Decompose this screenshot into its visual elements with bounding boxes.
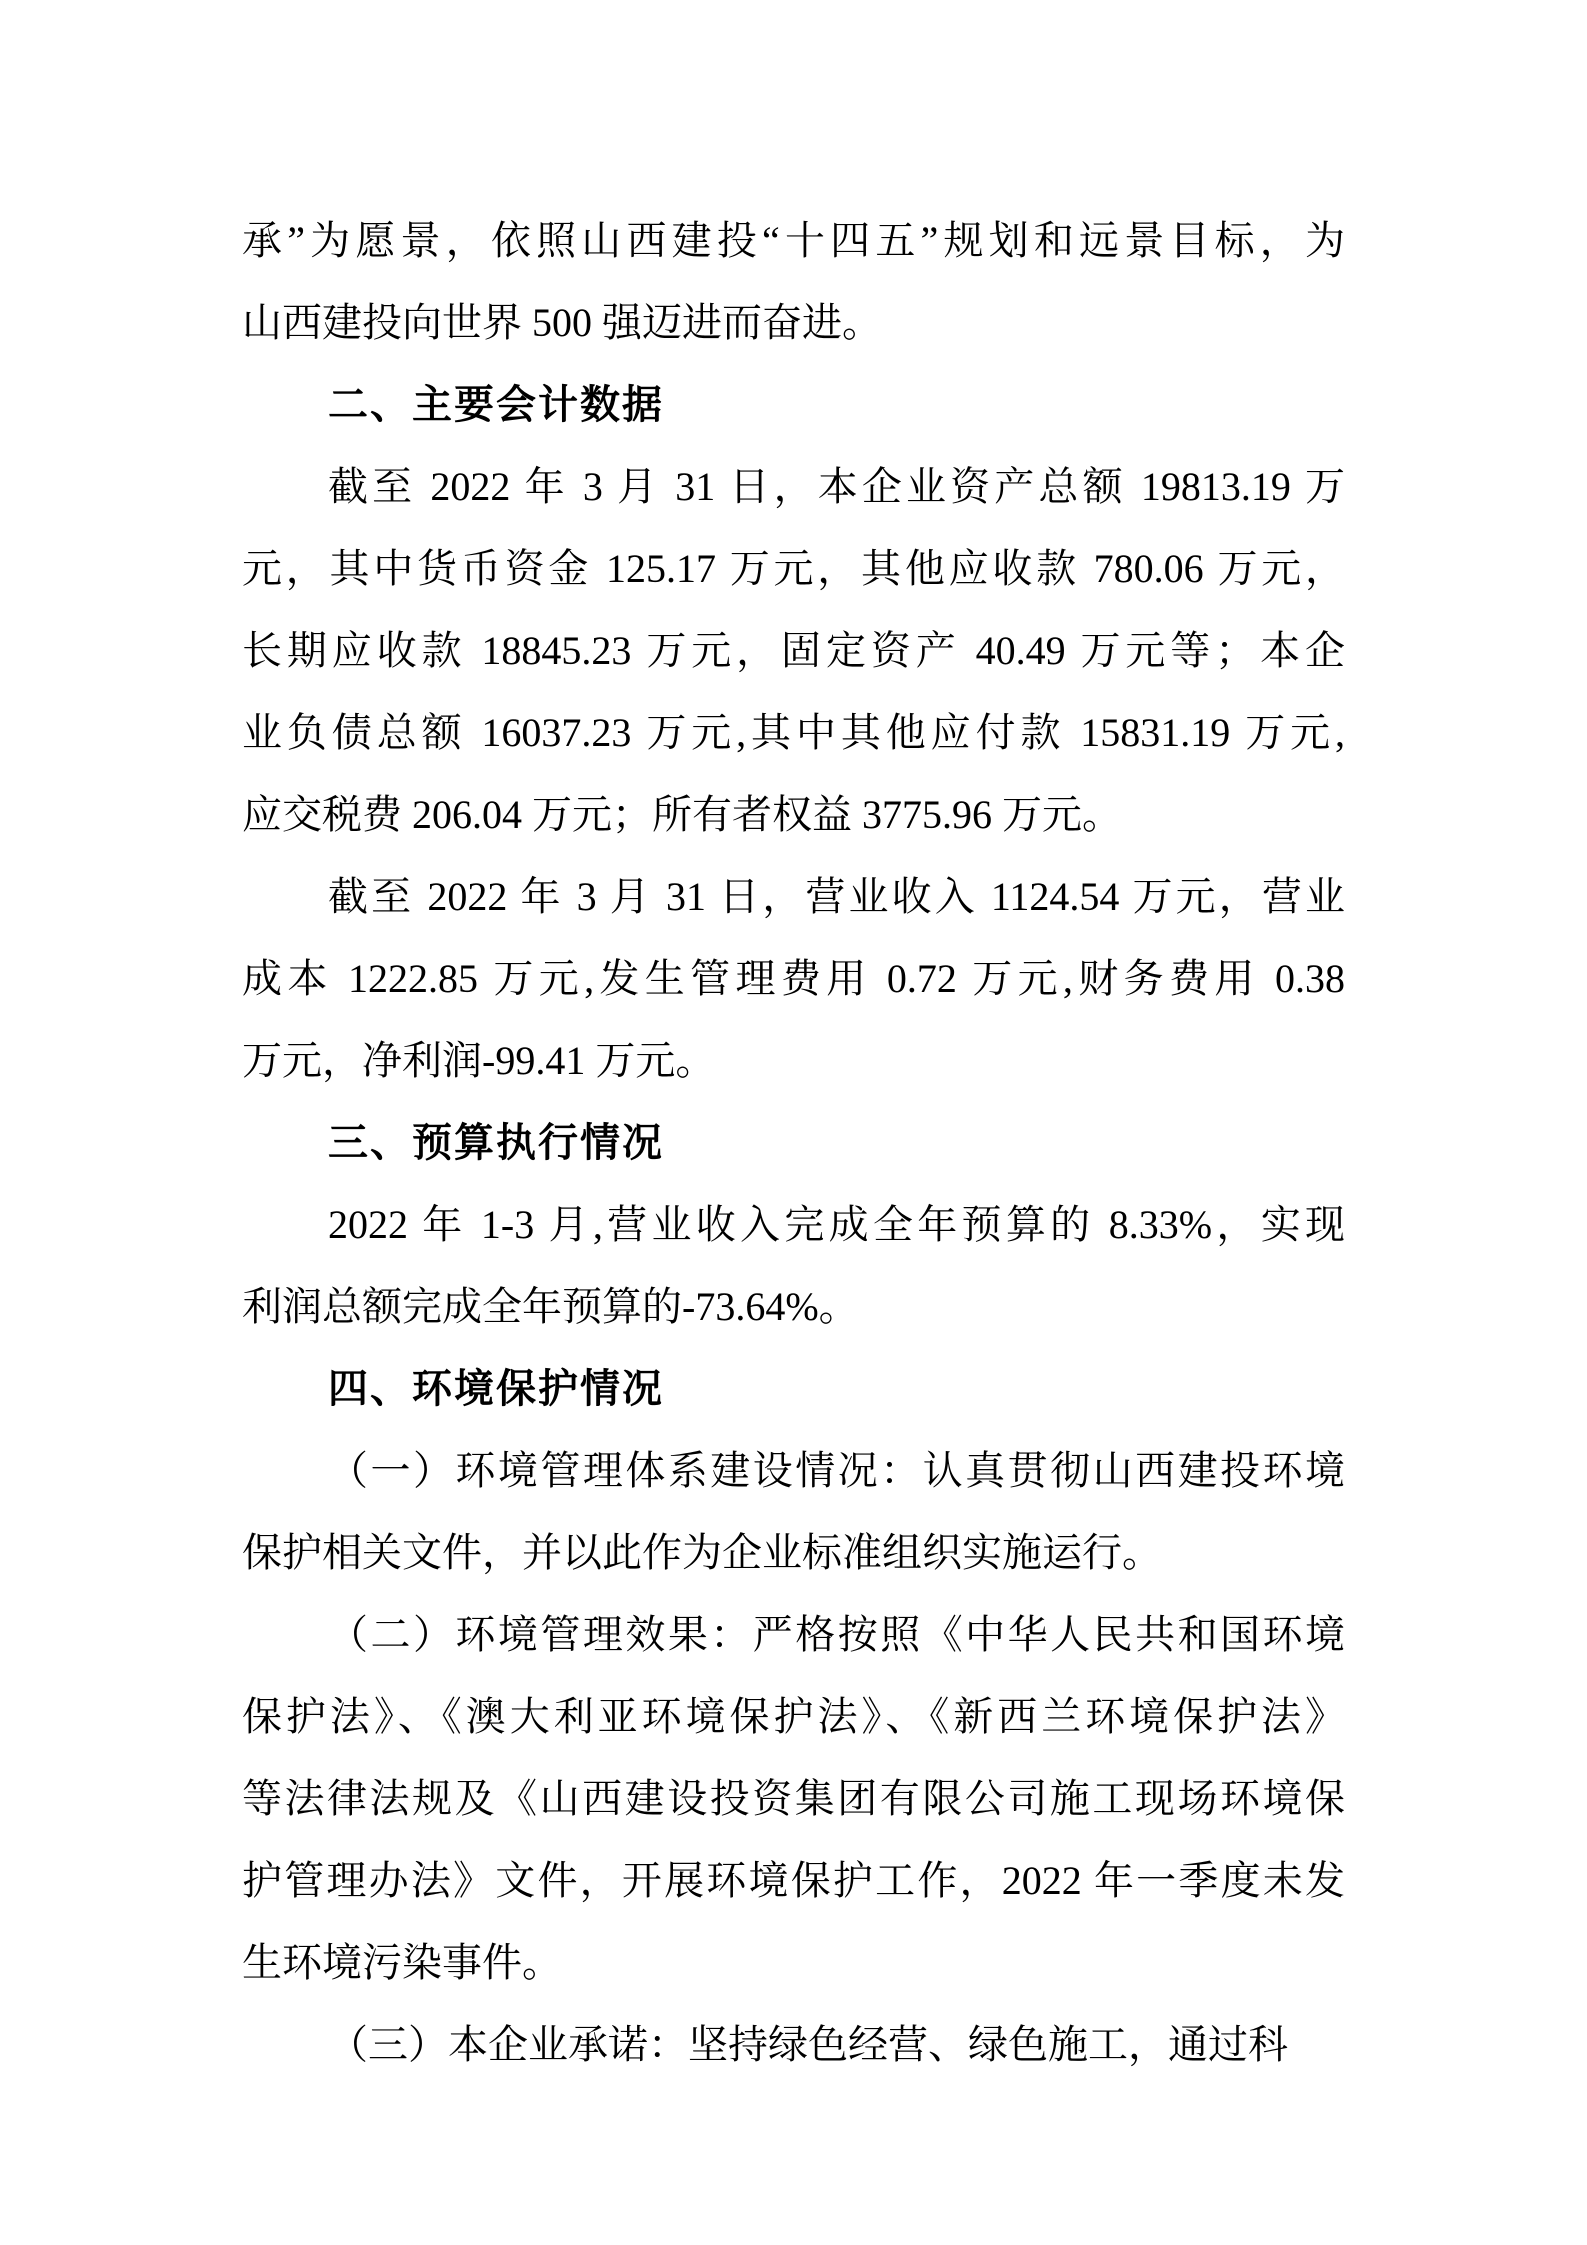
body-text-line: 万元，净利润-99.41 万元。 — [242, 1038, 716, 1083]
document-content — [242, 200, 1345, 2086]
body-text-line: 等法律法规及《山西建设投资集团有限公司施工现场环境保 — [242, 1776, 1345, 1821]
section-heading: 二、主要会计数据 — [328, 383, 664, 427]
body-text-line: 保护相关文件，并以此作为企业标准组织实施运行。 — [242, 1530, 1162, 1575]
body-text-line: 业负债总额 16037.23 万元,其中其他应付款 15831.19 万元, — [242, 710, 1345, 755]
body-text-line: 生环境污染事件。 — [242, 1940, 562, 1985]
body-text-line: 元，其中货币资金 125.17 万元，其他应收款 780.06 万元， — [242, 546, 1345, 591]
body-text-line: 山西建投向世界 500 强迈进而奋进。 — [242, 300, 882, 345]
body-text-line: （一）环境管理体系建设情况：认真贯彻山西建投环境 — [328, 1448, 1345, 1493]
body-text-line: 护管理办法》文件，开展环境保护工作，2022 年一季度未发 — [242, 1858, 1345, 1903]
body-text-line: （二）环境管理效果：严格按照《中华人民共和国环境 — [328, 1612, 1345, 1657]
body-text-line: 截至 2022 年 3 月 31 日，本企业资产总额 19813.19 万 — [328, 464, 1345, 509]
body-text-line: 应交税费 206.04 万元；所有者权益 3775.96 万元。 — [242, 792, 1122, 837]
section-heading: 四、环境保护情况 — [328, 1367, 664, 1411]
body-text-line: 2022 年 1-3 月,营业收入完成全年预算的 8.33%，实现 — [328, 1202, 1345, 1247]
body-text-line: （三）本企业承诺：坚持绿色经营、绿色施工，通过科 — [328, 2022, 1288, 2067]
section-heading: 三、预算执行情况 — [328, 1121, 664, 1165]
body-text-line: 截至 2022 年 3 月 31 日，营业收入 1124.54 万元，营业 — [328, 874, 1345, 919]
body-text-line: 长期应收款 18845.23 万元，固定资产 40.49 万元等；本企 — [242, 628, 1345, 673]
body-text-line: 保护法》、《澳大利亚环境保护法》、《新西兰环境保护法》 — [242, 1694, 1345, 1739]
body-text-line: 承”为愿景，依照山西建投“十四五”规划和远景目标，为 — [242, 218, 1345, 263]
body-text-line: 利润总额完成全年预算的-73.64%。 — [242, 1284, 859, 1329]
body-text-line: 成本 1222.85 万元,发生管理费用 0.72 万元,财务费用 0.38 — [242, 956, 1345, 1001]
